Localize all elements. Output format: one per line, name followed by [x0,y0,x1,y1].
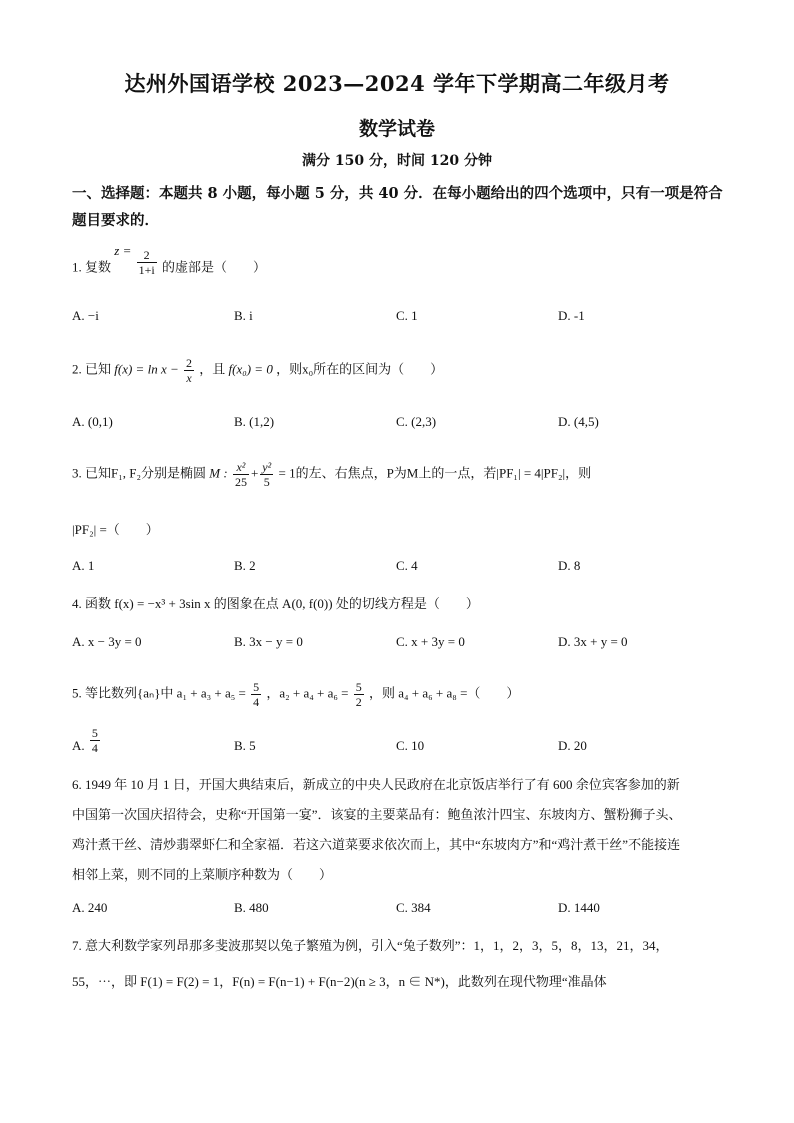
question-3-line2: |PF₂| =（ ） [72,522,159,537]
section-heading: 一、选择题：本题共 8 小题，每小题 5 分，共 40 分．在每小题给出的四个选项中，只有一项是符合题目要求的． [72,185,723,229]
question-7 [72,928,732,1000]
q5-fraction-2: $\frac{5}{2}$ [355,680,362,709]
q2-option-c[interactable]: C. (2,3) [396,414,437,429]
q2-option-a[interactable]: A. (0,1) [72,414,113,429]
q5-options [72,725,732,768]
q6-options [72,900,732,922]
q5-fraction-1: $\frac{5}{4}$ [253,680,260,709]
q4-option-c[interactable]: C. x + 3y = 0 [396,634,465,649]
q3-options [72,558,732,580]
q5-option-a[interactable]: A. $\frac{5}{4}$ [72,725,98,755]
q6-line-1: 6. 1949 年 10 月 1 日，开国大典结束后，新成立的中央人民政府在北京饭店举行了有 600 余位宾客参加的新 [72,777,680,792]
q1-lead: 1. 复数 [72,259,112,275]
q7-line-2: 55，⋯，即 F(1) = F(2) = 1，F(n) = F(n−1) + F(n−2)(n ≥ 3，n ∈ N*)，此数列在现代物理“准晶体 [72,974,607,989]
q1-options [72,308,732,330]
q1-fraction: $\frac{2}{1+i}$ [138,248,155,277]
exam-subtitle: 数学试卷 [358,118,435,140]
q7-line-1: 7. 意大利数学家列昂那多斐波那契以兔子繁殖为例，引入“兔子数列”：1，1，2，3，5，8，13，21，34， [72,938,669,953]
q6-line-2: 中国第一次国庆招待会，史称“开国第一宴”．该宴的主要菜品有：鲍鱼浓汁四宝、东坡肉方、蟹粉狮子头、 [72,807,682,822]
q6-line-4: 相邻上菜，则不同的上菜顺序种数为（ ） [72,867,333,882]
q6-line-3: 鸡汁煮干丝、清炒翡翠虾仁和全家福．若这六道菜要求依次而上，其中“东坡肉方”和“鸡汁煮干丝”不能接连 [72,837,681,852]
question-5: 5. 等比数列{aₙ}中 a₁ + a₃ + a₅ = $\frac{5}{4}$ ，a₂ + a₄ + a₆ = $\frac{5}{2}$ ，则 a₄ + a₆ + a₈ =（ ） [72,680,520,709]
q5-option-a-fraction: $\frac{5}{4}$ [91,725,98,755]
question-1 [72,243,732,283]
q6-option-c[interactable]: C. 384 [396,900,431,915]
q3-option-d[interactable]: D. 8 [558,558,581,573]
q1-option-d[interactable]: D. -1 [558,308,585,323]
q1-option-b[interactable]: B. i [234,308,253,323]
q2-options [72,414,732,436]
q6-option-d[interactable]: D. 1440 [558,900,600,915]
q5-option-b[interactable]: B. 5 [234,738,256,753]
q2-option-b[interactable]: B. (1,2) [234,414,275,429]
q3-option-b[interactable]: B. 2 [234,558,256,573]
q1-tail: 的虚部是（ ） [161,259,266,275]
q5-option-d[interactable]: D. 20 [558,738,587,753]
q2-fraction: $\frac{2}{x}$ [185,356,192,385]
exam-meta: 满分 150 分，时间 120 分钟 [302,153,492,169]
q3-fraction-y: $\frac{\text{y²}}{5}$ [262,460,272,489]
q1-z: z = [114,243,132,259]
q5-option-c[interactable]: C. 10 [396,738,425,753]
q2-option-d[interactable]: D. (4,5) [558,414,599,429]
q4-option-b[interactable]: B. 3x − y = 0 [234,634,303,649]
q6-option-b[interactable]: B. 480 [234,900,269,915]
q2-expr: f(x) = ln x − [114,361,179,377]
question-6 [72,770,732,890]
q3-option-c[interactable]: C. 4 [396,558,418,573]
exam-title: 达州外国语学校 2023—2024 学年下学期高二年级月考 [124,71,670,96]
q3-fraction-x: $\frac{\text{x²}}{25}$ [234,460,247,489]
q3-option-a[interactable]: A. 1 [72,558,95,573]
q1-option-c[interactable]: C. 1 [396,308,418,323]
question-2: 2. 已知 f(x) = ln x − $\frac{2}{x}$ ，且 f(x₀) = 0 ，则x₀所在的区间为（ ） [72,356,444,385]
question-4: 4. 函数 f(x) = −x³ + 3sin x 的图象在点 A(0, f(0)) 处的切线方程是（ ） [72,596,479,611]
q1-option-a[interactable]: A. −i [72,308,99,323]
q4-option-a[interactable]: A. x − 3y = 0 [72,634,142,649]
question-3: 3. 已知F₁, F₂分别是椭圆 M : $\frac{\text{x²}}{25}$ + $\frac{\text{y²}}{5}$ = 1的左、右焦点，P为M上的一点，若|PF₁| = 4|PF₂|，则 [72,460,592,489]
q4-option-d[interactable]: D. 3x + y = 0 [558,634,628,649]
q4-options [72,634,732,656]
q6-option-a[interactable]: A. 240 [72,900,108,915]
